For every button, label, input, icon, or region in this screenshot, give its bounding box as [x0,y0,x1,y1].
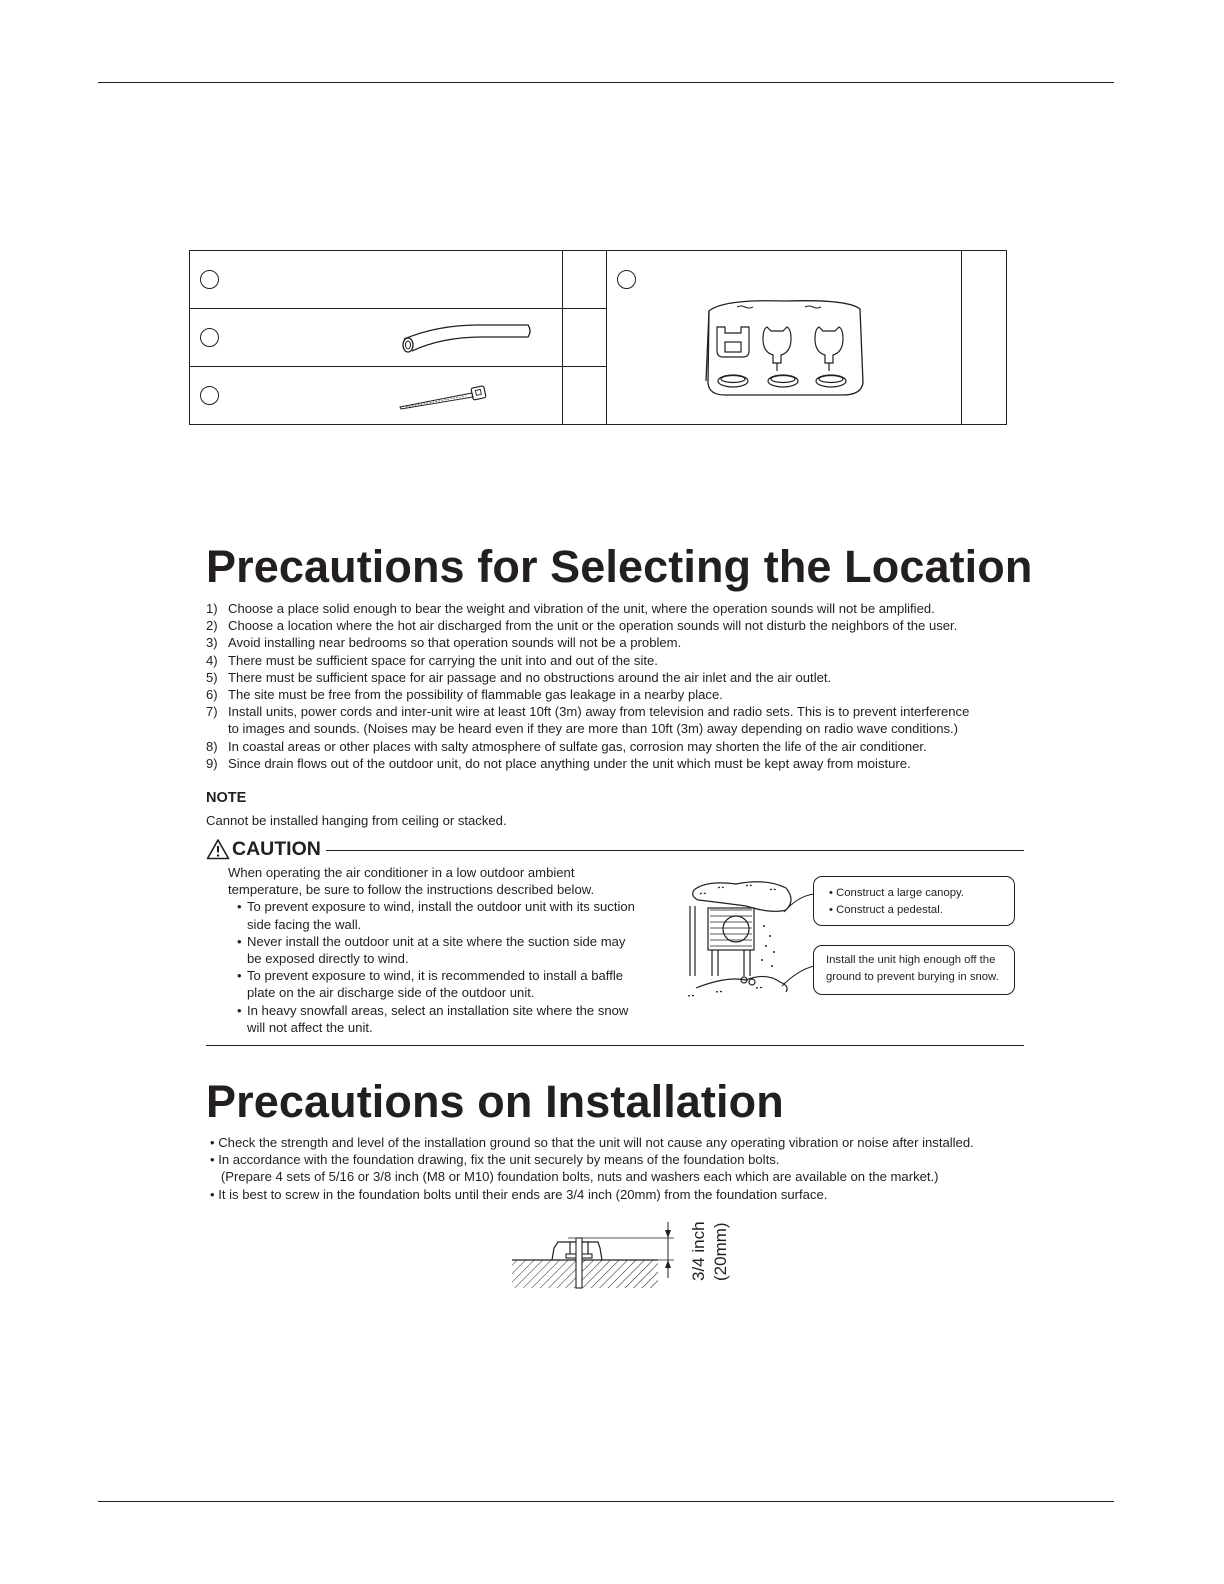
list-item: 3) Avoid installing near bedrooms so that operation sounds will not be a problem. [206,635,682,651]
list-item: 1) Choose a place solid enough to bear the weight and vibration of the unit, where the operation sounds will not be amplified. [206,601,935,616]
list-item: 6) The site must be free from the possibility of flammable gas leakage in a nearby place. [206,687,723,703]
list-item: 4) There must be sufficient space for carrying the unit into and out of the site. [206,652,658,668]
caution-bullet: • Never install the outdoor unit at a site where the suction side may be exposed directly to wind. [237,933,626,967]
footer-rule [98,1501,1114,1502]
list-item: 5) There must be sufficient space for air passage and no obstructions around the air inlet and the air outlet. [206,669,832,685]
list-item: 9) Since drain flows out of the outdoor unit, do not place anything under the unit which must be kept away from moisture. [206,755,911,771]
dimension-label-mm: (20mm) [711,1222,730,1281]
list-item: • In accordance with the foundation drawing, fix the unit securely by means of the foundation bolts. [210,1152,780,1168]
section-title-location: Precautions for Selecting the Location [206,541,1033,592]
item-marker-circle [200,270,219,289]
cable-tie-illustration [396,381,496,411]
quantity-cell [563,309,607,367]
header-rule [98,82,1114,83]
list-item: • Check the strength and level of the installation ground so that the unit will not cause any operating vibration or noise after installed. [210,1135,974,1150]
callout-raise-unit: Install the unit high enough off the ground to prevent burying in snow. [813,945,1015,995]
item-marker-circle [200,328,219,347]
location-precautions-list [206,600,1026,772]
caution-rule [326,850,1024,851]
list-item: 2) Choose a location where the hot air discharged from the unit or the operation sounds will not disturb the neighbors of the user. [206,618,958,634]
caution-bullet: • In heavy snowfall areas, select an installation site where the snow will not affect the unit. [237,1002,629,1035]
accessory-cell-connectors [607,251,962,425]
connector-caps-illustration [703,297,868,401]
caution-title: CAUTION [232,837,321,860]
caution-bullet: • To prevent exposure to wind, install the outdoor unit with its suction side facing the wall. [237,899,635,932]
accessory-cell-cable-tie [190,367,563,425]
drain-hose-illustration [398,321,534,355]
note-text: Cannot be installed hanging from ceiling or stacked. [206,813,507,828]
caution-header [206,836,1024,862]
quantity-cell [563,251,607,309]
caution-text: When operating the air conditioner in a low outdoor ambient temperature, be sure to follow the instructions described below. • To prevent exposure to wind, install the outdoor unit with its suction side facing the wall. • Never install the outdoor unit at a site where the suction side may be exposed directly to wind. • To prevent exposure to wind, it is recommended to install a baffle plate on the air discharge side of the outdoor unit. • In heavy snowfall areas, select an installation site where the snow will not affect the unit. [228,864,678,1036]
installation-precautions-list [210,1134,1050,1203]
note-heading: NOTE [206,790,247,806]
item-marker-circle [617,270,636,289]
quantity-cell [962,251,1007,425]
quantity-cell [563,367,607,425]
warning-triangle-icon [206,838,230,860]
caution-bottom-rule [206,1045,1024,1046]
list-item: • It is best to screw in the foundation bolts until their ends are 3/4 inch (20mm) from the foundation surface. [210,1186,828,1202]
accessories-table [189,250,1007,425]
item-marker-circle [200,386,219,405]
section-title-installation: Precautions on Installation [206,1076,784,1127]
list-item: 7) Install units, power cords and inter-unit wire at least 10ft (3m) away from television and radio sets. This is to prevent interference [206,704,970,720]
list-item: 8) In coastal areas or other places with salty atmosphere of sulfate gas, corrosion may shorten the life of the air conditioner. [206,738,927,754]
dimension-label: 3/4 inch [689,1221,708,1281]
accessory-cell [190,251,563,309]
foundation-bolt-diagram [508,1218,684,1290]
caution-bullet: • To prevent exposure to wind, it is recommended to install a baffle plate on the air discharge side of the outdoor unit. [237,968,624,1001]
accessory-cell-drain-hose [190,309,563,367]
list-item-continuation: to images and sounds. (Noises may be heard even if they are more than 10ft (3m) away depending on radio wave conditions.) [228,721,959,737]
callout-canopy: • Construct a large canopy. • Construct a pedestal. [813,876,1015,926]
list-item: (Prepare 4 sets of 5/16 or 3/8 inch (M8 or M10) foundation bolts, nuts and washers each which are available on the market.) [210,1169,939,1185]
